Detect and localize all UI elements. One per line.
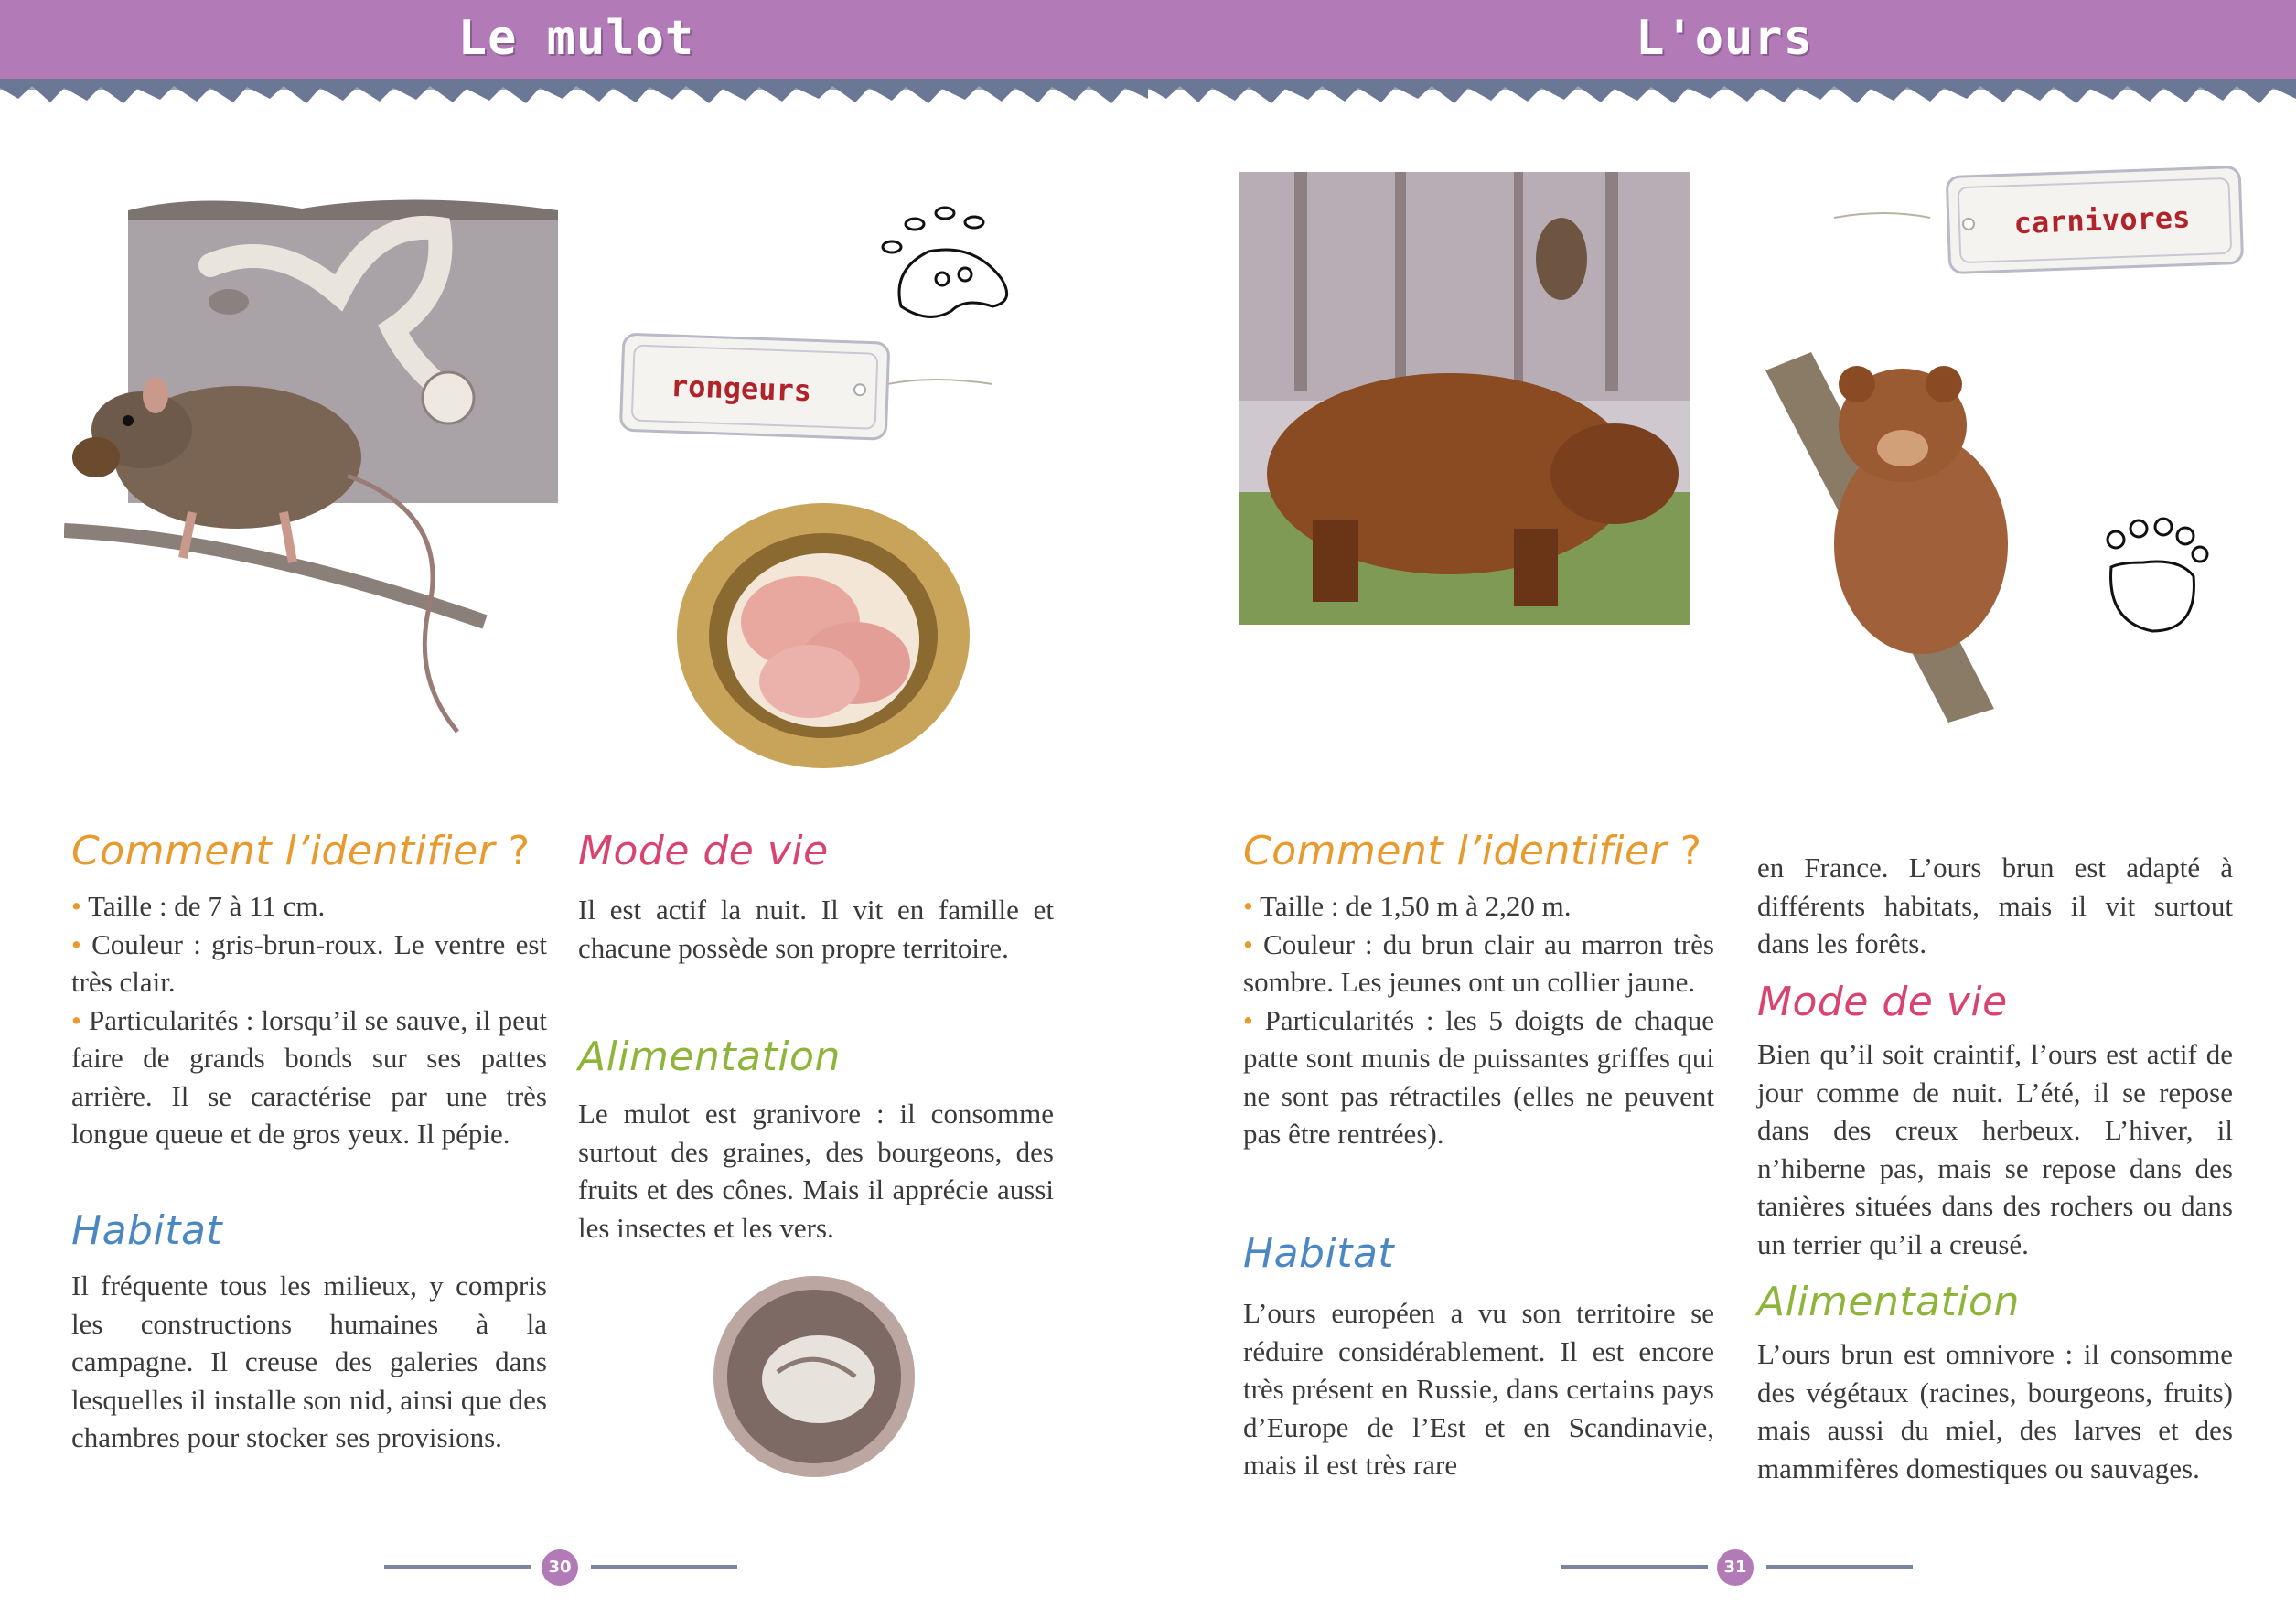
nest-illustration bbox=[672, 498, 974, 773]
identify-text bbox=[1243, 887, 1714, 1153]
page-number-line-left bbox=[384, 1564, 531, 1570]
identify-heading: Comment l’identifier ? bbox=[1243, 828, 1702, 874]
fur-border bbox=[0, 79, 1148, 106]
habitat-text-continued: en France. L’ours brun est adapté à différents habitats, mais il vit surtout dans les forêts. bbox=[1757, 852, 2233, 959]
identify-item: • Couleur : du brun clair au marron très sombre. Les jeunes ont un collier jaune. bbox=[1243, 927, 1714, 998]
sleeping-mulot-medallion bbox=[709, 1271, 919, 1482]
right-page bbox=[1148, 0, 2296, 1607]
category-tag bbox=[613, 329, 997, 448]
mode-de-vie-heading: Mode de vie bbox=[578, 828, 829, 874]
fur-border bbox=[1148, 79, 2296, 106]
page-number-line-right bbox=[591, 1564, 737, 1570]
mode-de-vie-text: Il est actif la nuit. Il vit en famille et chacune possède son propre territoire. bbox=[578, 894, 1054, 964]
paw-print-icon bbox=[2088, 503, 2216, 640]
mode-de-vie-heading: Mode de vie bbox=[1757, 979, 2008, 1025]
ourson-illustration bbox=[1756, 343, 2058, 727]
tag-label: carnivores bbox=[2012, 199, 2191, 241]
habitat-heading: Habitat bbox=[1243, 1230, 1395, 1277]
page-title: Le mulot bbox=[457, 11, 695, 66]
page-number: 30 bbox=[542, 1549, 578, 1586]
alimentation-heading: Alimentation bbox=[1757, 1279, 2020, 1325]
page-title: L'ours bbox=[1636, 11, 1813, 66]
alimentation-text: Le mulot est granivore : il consomme surtout des graines, des bourgeons, des fruits et des cônes. Mais il apprécie aussi les insectes et les vers. bbox=[578, 1098, 1054, 1244]
identify-text bbox=[71, 887, 547, 1153]
ours-illustration bbox=[1239, 172, 1690, 625]
habitat-text: L’ours européen a vu son territoire se réduire considérablement. Il est encore très présent en Russie, dans certains pays d’Europe de l’Est et en Scandinavie, mais il est très rare bbox=[1243, 1297, 1714, 1481]
page-number-line-left bbox=[1561, 1564, 1708, 1570]
identify-item: • Particularités : lorsqu’il se sauve, il peut faire de grands bonds sur ses pattes arrière. Il se caractérise par une très longue queue et de gros yeux. Il pépie. bbox=[71, 1003, 548, 1150]
page-number: 31 bbox=[1717, 1549, 1754, 1586]
alimentation-heading: Alimentation bbox=[578, 1034, 841, 1080]
identify-item: • Couleur : gris-brun-roux. Le ventre est très clair. bbox=[71, 927, 548, 998]
footprint-icon bbox=[864, 197, 1029, 325]
habitat-text: Il fréquente tous les milieux, y compris les constructions humaines à la campagne. Il creuse des galeries dans lesquelles il installe son nid, ainsi que des chambres pour stocker ses provisions. bbox=[71, 1270, 547, 1453]
alimentation-text: L’ours brun est omnivore : il consomme des végétaux (racines, bourgeons, fruits) mais aussi du miel, des larves et des mammifères domestiques ou sauvages. bbox=[1757, 1338, 2233, 1484]
mode-de-vie-text: Bien qu’il soit craintif, l’ours est actif de jour comme de nuit. L’été, il se repose dans des creux herbeux. L’hiver, il n’hiberne pas, mais se repose dans des tanières situées dans des rochers ou dans un terrier qu’il a creusé. bbox=[1757, 1038, 2233, 1260]
habitat-heading: Habitat bbox=[71, 1207, 223, 1254]
mulot-illustration bbox=[64, 183, 567, 750]
identify-item: • Particularités : les 5 doigts de chaque patte sont munis de puissantes griffes qui ne sont pas rétractiles (elles ne peuvent pas être rentrées). bbox=[1243, 1003, 1714, 1150]
page-number-line-right bbox=[1766, 1564, 1913, 1570]
identify-heading: Comment l’identifier ? bbox=[71, 828, 531, 874]
identify-item: • Taille : de 1,50 m à 2,20 m. bbox=[1243, 890, 1572, 922]
tag-label: rongeurs bbox=[670, 368, 812, 409]
identify-item: • Taille : de 7 à 11 cm. bbox=[71, 890, 326, 922]
category-tag bbox=[1829, 163, 2259, 282]
